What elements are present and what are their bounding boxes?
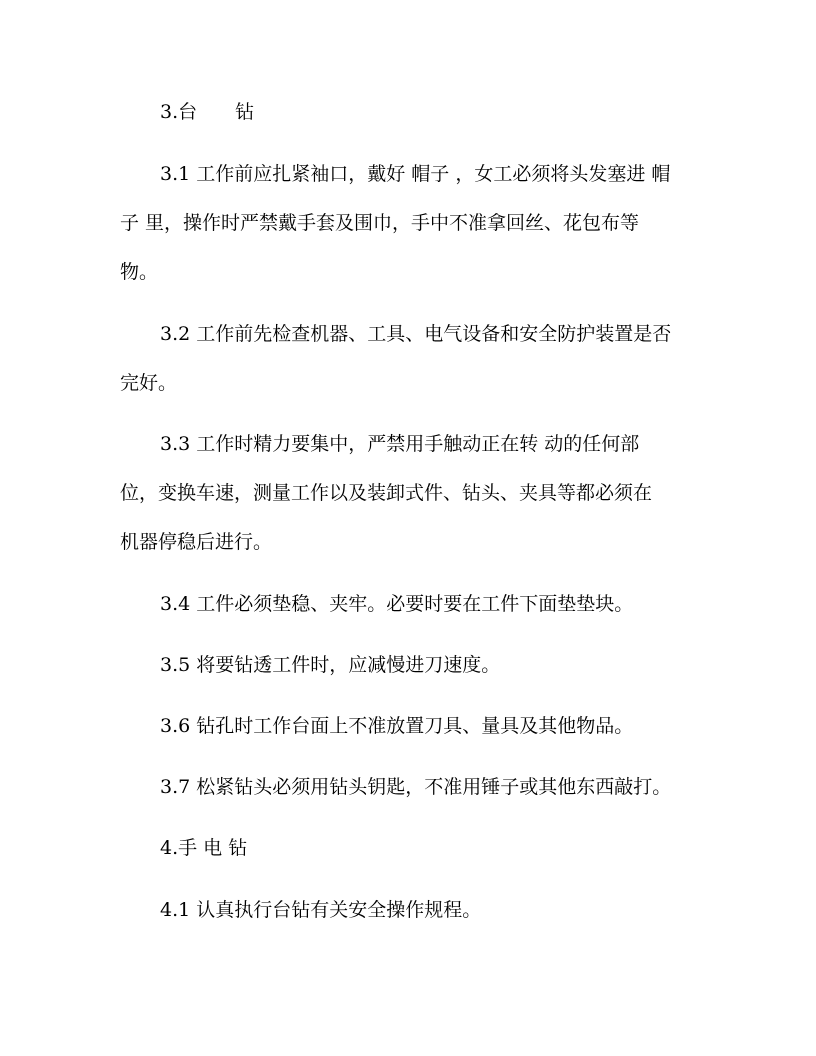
paragraph-3-7: 3.7 松紧钻头必须用钻头钥匙，不准用锤子或其他东西敲打。	[160, 776, 672, 798]
paragraph-3-3-line-2: 位，变换车速，测量工作以及装卸式件、钻头、夹具等都必须在	[120, 482, 653, 504]
paragraph-3-4: 3.4 工件必须垫稳、夹牢。必要时要在工件下面垫垫块。	[160, 593, 634, 615]
paragraph-3-6: 3.6 钻孔时工作台面上不准放置刀具、量具及其他物品。	[160, 715, 634, 737]
paragraph-3-3-line-3: 机器停稳后进行。	[120, 531, 273, 553]
paragraph-3-3-line-1: 3.3 工作时精力要集中，严禁用手触动正在转 动的任何部	[160, 433, 640, 455]
paragraph-4-1: 4.1 认真执行台钻有关安全操作规程。	[160, 899, 482, 921]
section-heading-bench-drill: 3.台 钻	[160, 101, 255, 123]
section-heading-hand-drill: 4.手 电 钻	[160, 837, 248, 859]
paragraph-3-2-line-1: 3.2 工作前先检查机器、工具、电气设备和安全防护装置是否	[160, 323, 672, 345]
paragraph-3-2-line-2: 完好。	[120, 372, 178, 394]
paragraph-3-1-line-2: 子 里，操作时严禁戴手套及围巾，手中不准拿回丝、花包布等	[120, 212, 640, 234]
paragraph-3-5: 3.5 将要钻透工件时，应减慢进刀速度。	[160, 654, 501, 676]
paragraph-3-1-line-1: 3.1 工作前应扎紧袖口，戴好 帽子 ，女工必须将头发塞进 帽	[160, 163, 671, 185]
paragraph-3-1-line-3: 物。	[120, 261, 159, 283]
